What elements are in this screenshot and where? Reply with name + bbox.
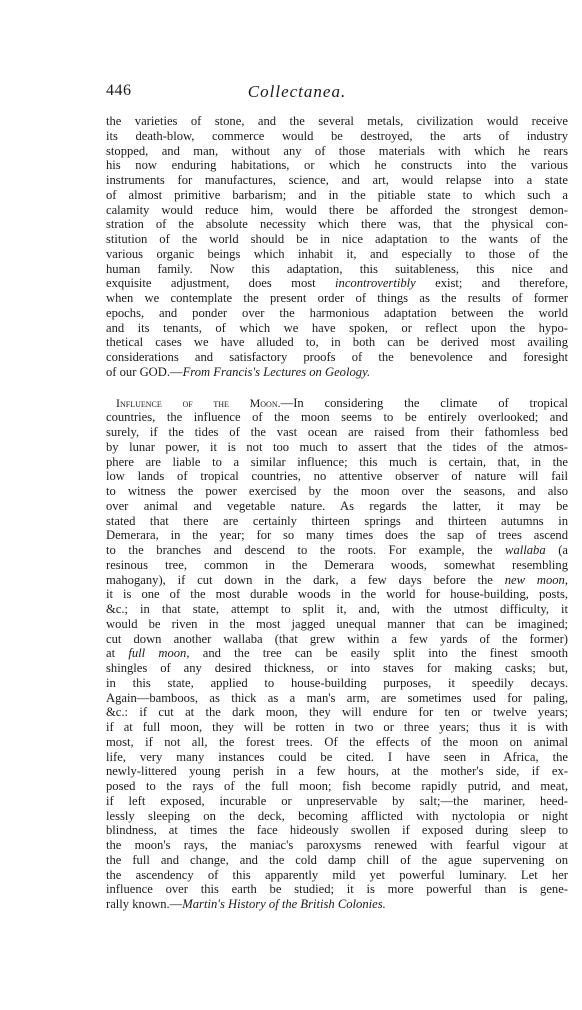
- running-title: Collectanea.: [247, 82, 347, 101]
- text-line: instruments for manufactures, science, and art, would relapse into a state: [106, 173, 568, 187]
- text-line: stration of the absolute necessity which there was, that the physical con-: [106, 217, 568, 232]
- text-line: resinous tree, common in the Demerara woods, somewhat resembling: [106, 557, 568, 572]
- text-line: calamity would reduce him, would there be afforded the strongest demon-: [106, 202, 568, 217]
- text-line: the full and change, and the cold damp chill of the ague supervening on: [106, 852, 568, 867]
- text-line: stopped, and man, without any of those materials with which he rears: [106, 143, 568, 158]
- text-line: epochs, and ponder over the harmonious adaptation between the world: [106, 305, 568, 320]
- text-line: when we contemplate the present order of things as the results of former: [106, 291, 568, 305]
- text-line: phere are liable to a similar influence; this much is certain, that, in the: [106, 454, 568, 469]
- text-line: [106, 573, 568, 588]
- text-line: would be riven in the most jagged unequal manner that can be imagined;: [106, 616, 568, 631]
- text-line: considerations and satisfactory proofs of the benevolence and foresight: [106, 350, 568, 364]
- text-line: to witness the power exercised by the moon over the seasons, and also: [106, 484, 568, 498]
- paragraph-gap: [106, 380, 568, 396]
- text-line: newly-littered young perish in a few hours, at the mother's side, if ex-: [106, 764, 568, 779]
- text-line: of almost primitive barbarism; and in the pitiable state to which such a: [106, 187, 568, 202]
- text-fragment: mahogany), if cut down in the dark, a few days before the: [106, 572, 505, 587]
- emphasis-text: full moon,: [128, 646, 190, 661]
- text-fragment: —In considering the climate of tropical: [280, 395, 568, 410]
- citation-line: [106, 365, 568, 380]
- text-line: [106, 276, 568, 291]
- section-heading: Influence of the Moon.: [116, 395, 281, 410]
- text-line: countries, the influence of the moon seems to be entirely overlooked; and: [106, 410, 568, 425]
- text-fragment: of our GOD.—: [106, 364, 183, 379]
- text-line: over animal and vegetable nature. As regards the latter, it may be: [106, 498, 568, 513]
- text-line: thetical cases we have alluded to, in both can be derived most availing: [106, 335, 568, 350]
- text-fragment: to the branches and descend to the roots. For example, the: [106, 543, 506, 557]
- text-line: posed to the rays of the full moon; fish become rapidly putrid, and meat,: [106, 779, 568, 793]
- text-line: [106, 646, 568, 661]
- text-fragment: (a: [545, 543, 568, 557]
- text-line: by lunar power, it is not too much to assert that the tides of the atmos-: [106, 439, 568, 454]
- text-fragment: rally known.—: [106, 897, 183, 911]
- text-line: blindness, at times the face hideously swollen if exposed during sleep to: [106, 823, 568, 838]
- emphasis-text: wallaba: [505, 543, 546, 557]
- text-line: low lands of tropical countries, no attentive observer of nature will fail: [106, 469, 568, 484]
- text-line: the varieties of stone, and the several metals, civilization would receive: [106, 114, 568, 128]
- text-line: Demerara, in the year; for so many times does the sap of trees ascend: [106, 528, 568, 543]
- citation-text: Martin's History of the British Colonies.: [182, 897, 386, 911]
- text-line: [106, 396, 568, 411]
- text-line: and its tenants, of which we have spoken, or reflect upon the hypo-: [106, 320, 568, 335]
- text-line: the moon's rays, the maniac's paroxysms renewed with fearful vigour at: [106, 838, 568, 852]
- text-line: its death-blow, commerce would be destroyed, the arts of industry: [106, 128, 568, 143]
- text-line: it is one of the most durable woods in the world for house-building, posts,: [106, 587, 568, 602]
- text-line: most, if not all, the forest trees. Of the effects of the moon on animal: [106, 734, 568, 749]
- text-line: the ascendency of this apparently mild yet powerful luminary. Let her: [106, 867, 568, 882]
- text-line: lessly sleeping on the deck, becoming afflicted with nyctolopia or night: [106, 808, 568, 823]
- text-line: cut down another wallaba (that grew within a few yards of the former): [106, 631, 568, 646]
- text-line: in this state, applied to house-building purposes, it speedily decays.: [106, 675, 568, 690]
- citation-text: From Francis's Lectures on Geology.: [182, 364, 371, 379]
- text-fragment: at: [106, 646, 129, 661]
- text-fragment: exist; and therefore,: [415, 276, 568, 291]
- citation-line: [106, 897, 568, 912]
- text-line: influence over this earth be studied; it is more powerful than is gene-: [106, 882, 568, 897]
- text-fragment: exquisite adjustment, does most: [106, 276, 336, 291]
- text-line: human family. Now this adaptation, this suitableness, this nice and: [106, 261, 568, 276]
- text-line: various organic beings which inhabit it, and especially to those of the: [106, 246, 568, 261]
- text-line: if left exposed, incurable or unpreservable by salt;—the mariner, heed-: [106, 793, 568, 808]
- text-line: stated that there are certainly thirteen springs and thirteen autumns in: [106, 513, 568, 528]
- text-line: &c.; in that state, attempt to split it, and, with the utmost difficulty, it: [106, 602, 568, 616]
- text-line: &c.: if cut at the dark moon, they will endure for ten or twelve years;: [106, 705, 568, 720]
- paragraph-geology: [106, 114, 568, 380]
- text-line: stitution of the world should be in nice adaptation to the wants of the: [106, 232, 568, 246]
- text-line: Again—bamboos, as thick as a man's arm, are sometimes used for paling,: [106, 690, 568, 705]
- emphasis-text: new moon,: [504, 572, 568, 587]
- text-line: if at full moon, they will be rotten in two or three years; thus it is with: [106, 720, 568, 734]
- text-line: [106, 543, 568, 558]
- page-number: 446: [106, 82, 132, 99]
- text-fragment: and the tree can be easily split into the finest smooth: [189, 646, 568, 661]
- text-line: his now enduring habitations, or which he constructs into the various: [106, 158, 568, 173]
- page-header: [106, 82, 488, 106]
- emphasis-text: incontrovertibly: [335, 276, 416, 291]
- text-line: surely, if the tides of the vast ocean are raised from their fathomless bed: [106, 425, 568, 439]
- text-line: shingles of any desired thickness, or into staves for making casks; but,: [106, 661, 568, 675]
- paragraph-moon: [106, 396, 568, 912]
- text-line: life, very many instances could be cited. I have seen in Africa, the: [106, 749, 568, 764]
- body-text: [106, 114, 568, 912]
